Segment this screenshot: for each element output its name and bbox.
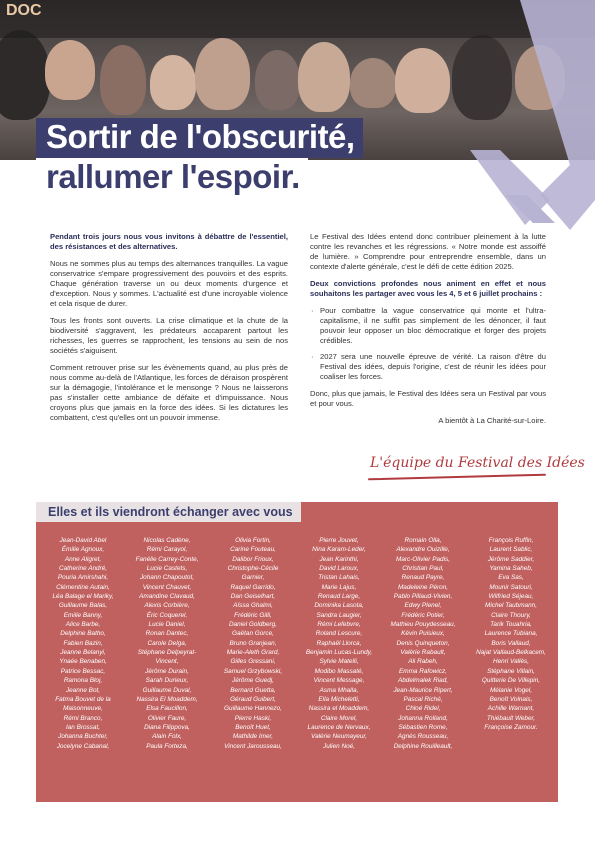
guest-name: Vincent Chauvet, [142, 583, 192, 591]
chevron-decoration-small [505, 195, 595, 225]
guest-name: Rémi Lefebvre, [317, 621, 361, 629]
guest-name: Stéphane Villain, [487, 667, 535, 675]
guest-name: Lucie Daniel, [148, 621, 186, 629]
guest-name: Laurent Sablic, [489, 546, 533, 554]
right-paragraph-1: Le Festival des Idées entend donc contribuer pleinement à la lutte contre les revanches et les régressions. « Notre monde est assoiffé de lumière. » Comprendre pour entreprendre ensemble, dans un contexte d'alerte générale, c'est le défi de cette édition 2025. [310, 232, 546, 271]
guest-name: Christian Paul, [402, 565, 444, 573]
guest-name: Renaud Payre, [401, 574, 445, 582]
guest-name: Edwy Plenel, [404, 602, 442, 610]
guest-name: Ella Micheletti, [318, 695, 360, 703]
guest-name: Achille Warnant, [487, 705, 535, 713]
guest-name: Géraud Guibert, [230, 695, 276, 703]
guest-name: Ian Brossat, [65, 723, 101, 731]
guest-name: Bruno Granjean, [229, 639, 277, 647]
guest-name: Sylvie Matelli, [319, 658, 359, 666]
guest-name: Quitterie De Villepin, [481, 677, 541, 685]
guest-name: Jeanne Bot, [65, 686, 101, 694]
guest-name: Dan Geiselhart, [230, 593, 276, 601]
guest-name: Benjamin Lucas-Lundy, [305, 649, 373, 657]
guest-name: Renaud Large, [317, 593, 361, 601]
guest-name: Michel Taubmann, [485, 602, 537, 610]
guest-name: Denis Quinqueton, [396, 639, 450, 647]
guest-name: Emma Rafowicz, [399, 667, 447, 675]
guest-name: Émilie Agnoux, [61, 546, 105, 554]
guest-name: Fanélie Carrey-Conte, [135, 555, 199, 563]
guest-name: Mathieu Pouydesseau, [390, 621, 456, 629]
guest-name: Guillaume Hannezo, [224, 705, 282, 713]
guest-name: Patrice Bessac, [60, 667, 106, 675]
guest-name: Alexis Corbière, [144, 602, 190, 610]
guest-column [42, 536, 124, 751]
guests-section [36, 502, 558, 802]
guest-name: Pierre Jouvet, [319, 537, 359, 544]
photo-sign: DOC [6, 2, 42, 19]
guest-name: Yamina Saheb, [489, 565, 533, 573]
guest-name: Chloé Ridel, [405, 705, 441, 713]
guest-name: Alexandre Ouizille, [396, 546, 450, 554]
guest-name: Mathilde Imer, [232, 733, 274, 741]
left-paragraph-1: Nous ne sommes plus au temps des alternances tranquilles. La vague conservatrice s'empare progressivement des pouvoirs et des esprits. Chaque génération traverse un ou deux moments d'urgence et d'exception. Nous y sommes. L'actualité est d'une incroyable violence et cela risque de durer. [50, 259, 288, 308]
guest-name: Madeleine Péron, [397, 583, 449, 591]
guest-name: Henri Vallès, [493, 658, 529, 666]
conviction-item: · Pour combattre la vague conservatrice qui monte et l'ultra-capitalisme, il ne suffit pas simplement de les dénoncer, il faut pouvoir leur opposer un bloc démocratique et forger des projets crédibles. [320, 306, 546, 346]
guest-name: Rémi Carayol, [146, 546, 188, 554]
guest-name: Jeanne Belanyi, [60, 649, 106, 657]
guest-name: Claire Thoury, [491, 611, 531, 619]
page-title [36, 118, 363, 198]
guest-name: Johanna Buchter, [58, 733, 108, 741]
guest-name: Jérôme Durain, [145, 667, 189, 675]
guest-name: Maisonneuve, [63, 705, 103, 713]
guest-name: Éric Coquerel, [146, 611, 188, 619]
guest-column [382, 536, 464, 751]
guest-name: Vincent Jarousseau, [224, 742, 282, 750]
guest-name: Nina Karam-Leder, [312, 546, 366, 554]
guest-name: Paula Forteza, [146, 742, 188, 750]
guest-name: Valérie Neumayeur, [311, 733, 367, 741]
guest-name: Marc-Olivier Padis, [396, 555, 450, 563]
guest-name: Marie-Aleth Grard, [226, 649, 280, 657]
guest-name: Dalibor Frioux, [232, 555, 274, 563]
title-line-1: Sortir de l'obscurité, [36, 118, 363, 158]
right-lead: Deux convictions profondes nous animent en effet et nous souhaitons les partager avec vous les 4, 5 et 6 juillet prochains : [310, 279, 546, 298]
title-line-2: rallumer l'espoir. [36, 158, 308, 198]
guest-name: Ali Rabeh, [408, 658, 438, 666]
guest-name: Jean-David Abel [59, 537, 107, 544]
guest-name: Raquel Garrido, [230, 583, 276, 591]
guest-name: Garnier, [241, 574, 265, 582]
right-column [310, 232, 546, 433]
guest-name: Johanna Rolland, [398, 714, 448, 722]
guest-name: Fatma Bouvet de la [55, 695, 111, 703]
guest-name: Sarah Durieux, [145, 677, 189, 685]
guest-name: Pascal Riché, [403, 695, 443, 703]
guest-name: Christophe-Cécile [227, 565, 279, 573]
guest-name: Nassira El Moaddem, [136, 695, 198, 703]
guest-name: Johann Chapoutot, [139, 574, 194, 582]
guest-name: Nicolas Cadène, [143, 537, 191, 544]
guest-name: Jérôme Saddier, [487, 555, 535, 563]
guest-name: Roland Lescure, [315, 630, 363, 638]
guest-name: Pouria Amirshahi, [57, 574, 109, 582]
guest-name: Raphaël Llorca, [316, 639, 362, 647]
guest-name: Alain Folx, [152, 733, 182, 741]
guest-name: Frédéric Potier, [401, 611, 445, 619]
guest-name: Amandine Clavaud, [139, 593, 195, 601]
guest-name: Kévin Puisieux, [401, 630, 445, 638]
guest-name: Agnès Rousseau, [397, 733, 449, 741]
left-lead: Pendant trois jours nous vous invitons à débattre de l'essentiel, des résistances et des alternatives. [50, 232, 288, 251]
guest-name: Eva Sas, [498, 574, 524, 582]
guest-name: Benoît Volnais, [489, 695, 533, 703]
guest-name: Vincent Message, [313, 677, 365, 685]
left-column [50, 232, 288, 430]
guest-name: Tarik Touahria, [490, 621, 532, 629]
guest-name: Carine Fouteau, [230, 546, 276, 554]
guest-name: Vincent, [155, 658, 179, 666]
guest-name: Laurence de Nervaux, [307, 723, 371, 731]
guest-name: Alice Barbe, [65, 621, 101, 629]
guest-name: Stéphane Delpeyrat- [137, 649, 197, 657]
guest-name: Abdelmalek Riad, [397, 677, 449, 685]
guest-name: Ynaée Benaben, [59, 658, 107, 666]
guest-name: Gaëtan Gorce, [232, 630, 274, 638]
guest-column [298, 536, 380, 751]
guest-name: Olivier Faure, [147, 714, 187, 722]
left-paragraph-2: Tous les fronts sont ouverts. La crise climatique et la chute de la biodiversité s'aggravent, les prédateurs accaparent partout les richesses, les guerres se rapprochent, les tensions au sein de nos sociétés s'aiguisent. [50, 316, 288, 355]
guest-name: Jocelyne Cabanal, [56, 742, 110, 750]
guest-name: Laurence Tubiana, [484, 630, 538, 638]
guest-name: Sandra Laugier, [316, 611, 362, 619]
guest-name: Delphine Rouilleault, [393, 742, 453, 750]
guest-name: Najat Vallaud-Belkacem, [476, 649, 546, 657]
guest-name: Asma Mhalla, [319, 686, 359, 694]
guest-name: Carole Delga, [147, 639, 187, 647]
guest-name: Thiébault Weber, [486, 714, 536, 722]
guest-name: Clémentine Autain, [56, 583, 110, 591]
guest-name: Benoît Huet, [235, 723, 271, 731]
guest-name: Ramona Bloj, [63, 677, 103, 685]
guest-name: Tristan Lahais, [318, 574, 360, 582]
guest-name: Françoise Zamour. [484, 723, 538, 731]
guest-name: Mélanie Vogel, [489, 686, 533, 694]
guest-name: Valérie Rabault, [400, 649, 446, 657]
guest-name: Dominika Lasota, [314, 602, 364, 610]
guest-name: Léa Balage el Mariky, [52, 593, 114, 601]
guest-name: Julien Noé, [323, 742, 355, 750]
guest-name: Rémi Branco, [63, 714, 103, 722]
guest-name: Marie Lajus, [321, 583, 357, 591]
guest-name: Pierre Haski, [234, 714, 272, 722]
guests-heading: Elles et ils viendront échanger avec vous [36, 502, 301, 522]
guest-name: Modibo Massaté, [314, 667, 364, 675]
guest-name: Guillaume Balas, [58, 602, 108, 610]
guest-name: Olivia Fortin, [235, 537, 271, 544]
guest-name: Gilles Gressani, [230, 658, 276, 666]
guest-name: Aïssa Ghalmi, [233, 602, 273, 610]
guest-name: Jean-Maurice Ripert, [393, 686, 453, 694]
guest-name: Mounir Satouri, [489, 583, 533, 591]
guest-name: Pablo Pillaud-Vivien, [393, 593, 453, 601]
guest-name: David Laroux, [319, 565, 359, 573]
guest-column [212, 536, 294, 751]
signoff: A bientôt à La Charité-sur-Loire. [438, 416, 546, 425]
guest-name: Ronan Dantec, [145, 630, 189, 638]
guest-name: Romain Olla, [404, 537, 442, 544]
signature-underline [368, 474, 546, 481]
guest-name: Fabien Bazin, [63, 639, 103, 647]
guest-name: Samuel Grzybowski, [223, 667, 283, 675]
guest-name: Daniel Goldberg, [229, 621, 277, 629]
left-paragraph-3: Comment retrouver prise sur les évènements quand, au plus près de nous comme au-delà de l'Atlantique, les forces de déraison prospèrent sur la démagogie, l'intolérance et le mensonge ? Nous ne laisserons pas s'installer cette ambiance de défaite et d'impuissance. Nous croyons plus que jamais en la force des idées. Si les dictatures les combattent, c'est qu'elles ont un pouvoir immense. [50, 363, 288, 422]
guest-name: Jérôme Guedj, [232, 677, 274, 685]
signature: L'équipe du Festival des Idées [370, 455, 585, 471]
guest-name: Boris Vallaud, [491, 639, 531, 647]
guest-name: Anne Aligret, [64, 555, 102, 563]
guest-name: Sébastien Rome, [398, 723, 448, 731]
guest-name: Delphine Batho, [60, 630, 106, 638]
guest-name: Emilie Banny, [63, 611, 103, 619]
guest-name: François Ruffin, [488, 537, 534, 544]
convictions-list [310, 306, 546, 382]
guest-name: Elsa Faucillon, [146, 705, 188, 713]
guest-name: Claire Morel, [320, 714, 358, 722]
guest-name: Nassira el Moaddem, [308, 705, 370, 713]
guest-name: Wilfried Séjeau, [488, 593, 534, 601]
right-paragraph-2: Donc, plus que jamais, le Festival des Idées sera un Festival par vous et pour vous. [310, 389, 546, 408]
guest-name: Bernard Guetta, [230, 686, 276, 694]
guest-name: Diana Filippova, [144, 723, 190, 731]
guest-name: Guillaume Duval, [142, 686, 192, 694]
conviction-item: · 2027 sera une nouvelle épreuve de vérité. La raison d'être du Festival des idées, depuis l'origine, c'est de réunir les idées pour coaliser les forces. [320, 352, 546, 382]
guest-name: Frédéric Gilli, [234, 611, 272, 619]
guest-column [470, 536, 552, 732]
guest-name: Jean Karinthi, [319, 555, 359, 563]
guest-column [126, 536, 208, 751]
guest-name: Catherine André, [58, 565, 108, 573]
guest-name: Lucie Castets, [146, 565, 188, 573]
